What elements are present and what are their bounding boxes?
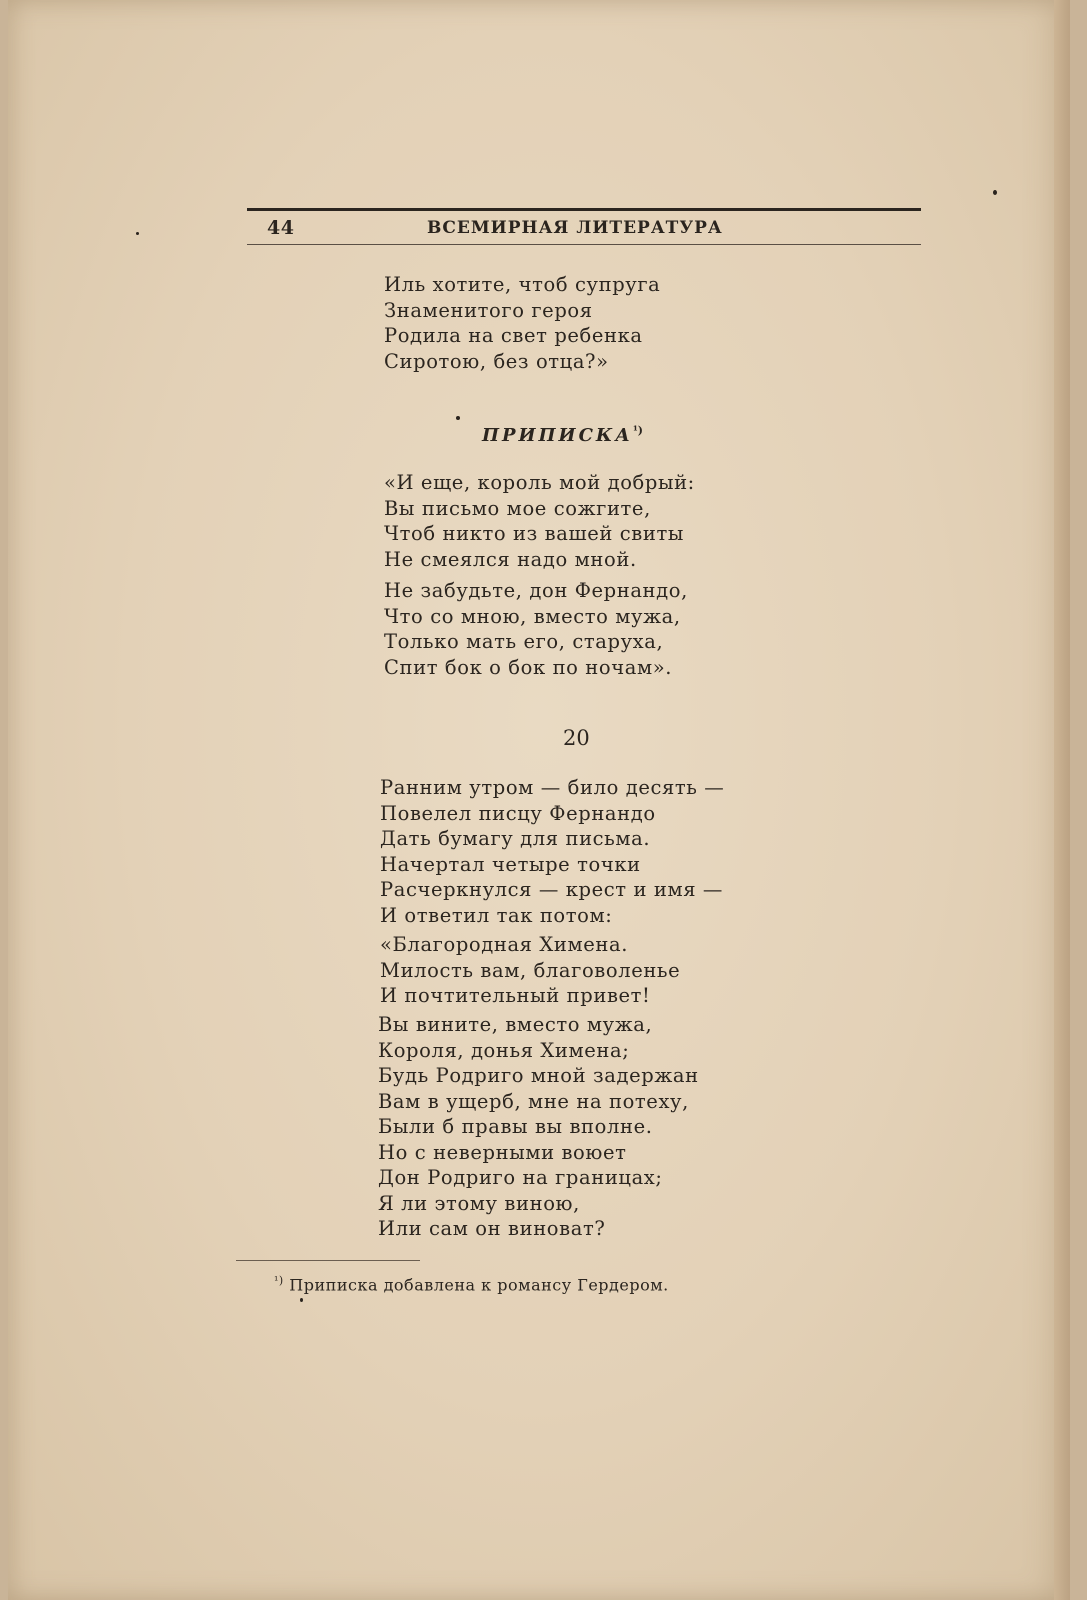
ink-speck: [993, 190, 997, 195]
verse-line: Сиротою, без отца?»: [384, 349, 609, 373]
footnote-reference: ¹): [632, 424, 643, 437]
book-page: [8, 0, 1070, 1600]
footnote-marker: ¹): [274, 1274, 284, 1287]
ink-speck: [300, 1298, 303, 1302]
header-rule-bottom: [247, 244, 921, 245]
verse-line: Только мать его, старуха,: [384, 630, 664, 653]
verse-line: Вы письмо мое сожгите,: [384, 496, 651, 520]
verse-line: Не смеялся надо мной.: [384, 547, 637, 571]
footnote-rule: [236, 1260, 420, 1261]
section-stanza-1: [380, 775, 724, 928]
postscript-heading-text: ПРИПИСКА: [482, 425, 633, 446]
running-title: ВСЕМИРНАЯ ЛИТЕРАТУРА: [427, 218, 723, 238]
section-stanza-2: [380, 932, 680, 1009]
verse-line: Ранним утром — било десять —: [380, 776, 725, 799]
verse-line: Но с неверными воюет: [378, 1140, 627, 1164]
postscript-stanza-1: [384, 470, 695, 572]
footnote-text: Приписка добавлена к романсу Гердером.: [289, 1275, 669, 1295]
postscript-heading: [482, 424, 643, 446]
verse-line: Были б правы вы вполне.: [378, 1115, 653, 1138]
poem-stanza-top: [384, 272, 660, 374]
page-edge: [1054, 0, 1070, 1600]
page-number: 44: [267, 217, 295, 239]
section-number: 20: [563, 726, 590, 750]
verse-line: Вам в ущерб, мне на потеху,: [378, 1089, 689, 1113]
verse-line: Милость вам, благоволенье: [380, 958, 681, 982]
verse-line: Дон Родриго на границах;: [378, 1166, 663, 1189]
section-stanza-3: [378, 1012, 699, 1242]
verse-line: Не забудьте, дон Фернандо,: [384, 579, 688, 602]
verse-line: Начертал четыре точки: [380, 852, 641, 876]
verse-line: Расчеркнулся — крест и имя —: [380, 878, 724, 901]
ink-speck: [456, 416, 460, 420]
verse-line: Будь Родриго мной задержан: [378, 1064, 699, 1087]
verse-line: Чтоб никто из вашей свиты: [384, 522, 684, 545]
verse-line: Родила на свет ребенка: [384, 324, 643, 347]
header-rule-top: [247, 208, 921, 211]
verse-line: «И еще, король мой добрый:: [384, 471, 695, 494]
verse-line: И почтительный привет!: [380, 984, 651, 1007]
ink-speck: [136, 232, 139, 235]
verse-line: Повелел писцу Фернандо: [380, 801, 656, 825]
verse-line: Что со мною, вместо мужа,: [384, 604, 681, 628]
verse-line: Вы вините, вместо мужа,: [378, 1013, 653, 1036]
verse-line: Спит бок о бок по ночам».: [384, 655, 673, 679]
verse-line: Иль хотите, чтоб супруга: [384, 273, 661, 296]
footnote: [274, 1274, 669, 1294]
verse-line: Я ли этому виною,: [378, 1191, 580, 1215]
verse-line: Дать бумагу для письма.: [380, 827, 651, 850]
verse-line: Короля, донья Химена;: [378, 1038, 630, 1062]
verse-line: Знаменитого героя: [384, 298, 593, 322]
postscript-stanza-2: [384, 578, 688, 680]
verse-line: Или сам он виноват?: [378, 1217, 606, 1240]
verse-line: И ответил так потом:: [380, 903, 613, 927]
running-header: [247, 208, 921, 246]
verse-line: «Благородная Химена.: [380, 933, 628, 956]
